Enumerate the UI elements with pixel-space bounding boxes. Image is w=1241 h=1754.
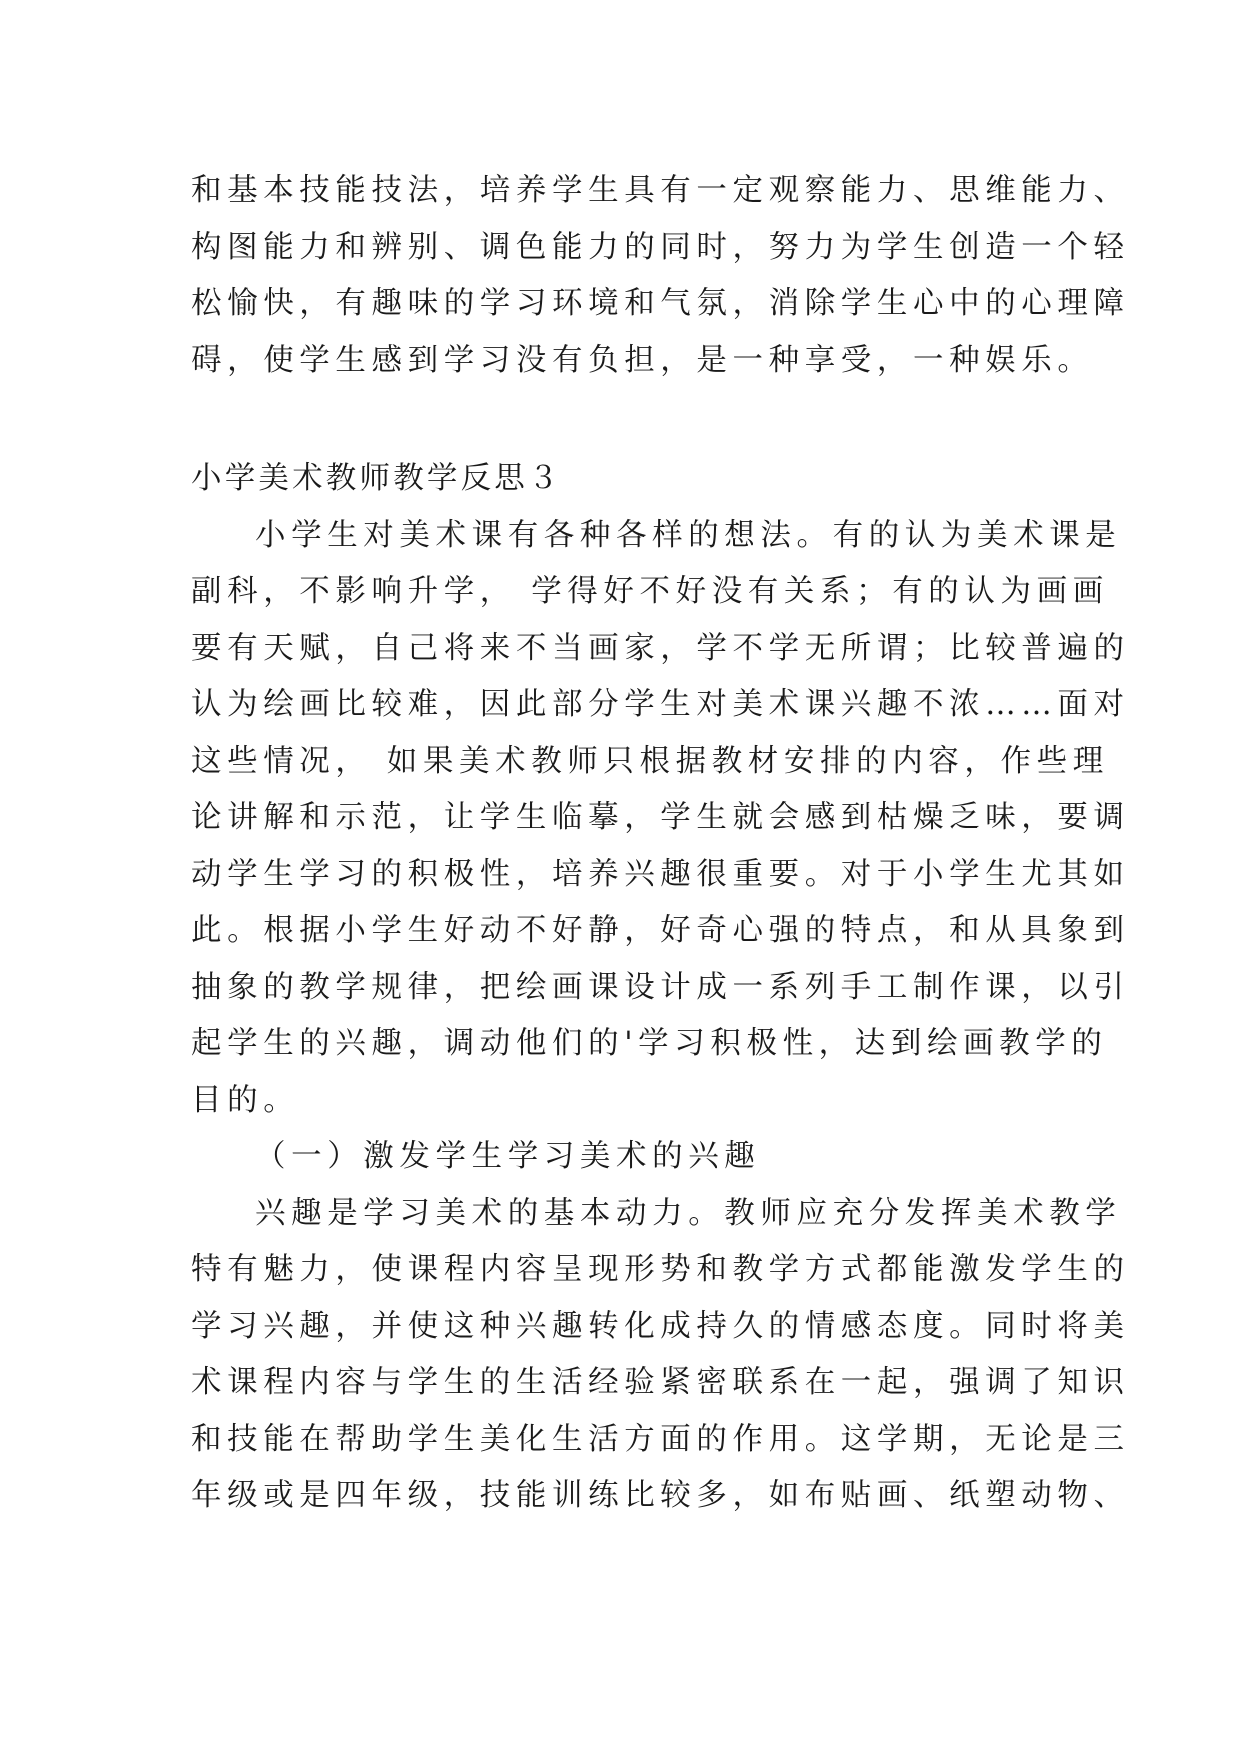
text-line: 动学生学习的积极性，培养兴趣很重要。对于小学生尤其如 [191,856,1130,892]
paragraph-gap [191,389,1061,451]
text-line: 起学生的兴趣，调动他们的'学习积极性，达到绘画教学的 [191,1026,1108,1061]
text-line: 目的。 [191,1082,300,1118]
text-line: 特有魅力，使课程内容呈现形势和教学方式都能激发学生的 [191,1252,1130,1287]
text-line: 碍，使学生感到学习没有负担，是一种享受，一种娱乐。 [191,342,1094,378]
text-line: 抽象的教学规律，把绘画课设计成一系列手工制作课，以引 [191,969,1130,1005]
text-line: 和基本技能技法，培养学生具有一定观察能力、思维能力、 [191,173,1130,208]
text-line: 和技能在帮助学生美化生活方面的作用。这学期，无论是三 [191,1421,1130,1457]
paragraph-interest [191,1186,1130,1525]
text-line: 论讲解和示范，让学生临摹，学生就会感到枯燥乏味，要调 [191,800,1130,835]
section-title: 小学美术教师教学反思３ [191,461,562,496]
paragraph-intro [191,508,1130,1130]
text-line: 认为绘画比较难，因此部分学生对美术课兴趣不浓……面对 [191,687,1130,722]
text-line: 年级或是四年级，技能训练比较多，如布贴画、纸塑动物、 [191,1478,1130,1513]
text-line: 小学生对美术课有各种各样的想法。有的认为美术课是 [255,517,1122,553]
text-line: 这些情况， 如果美术教师只根据教材安排的内容，作些理 [191,743,1109,779]
text-line: 兴趣是学习美术的基本动力。教师应充分发挥美术教学 [255,1195,1122,1231]
text-line: 要有天赋，自己将来不当画家，学不学无所谓；比较普遍的 [191,630,1130,666]
document-body [191,163,1130,1525]
text-line: 此。根据小学生好动不好静，好奇心强的特点，和从具象到 [191,913,1130,948]
text-line: 松愉快，有趣味的学习环境和气氛，消除学生心中的心理障 [191,286,1130,321]
text-line: 副科，不影响升学， 学得好不好没有关系；有的认为画画 [191,574,1109,609]
text-line: 学习兴趣，并使这种兴趣转化成持久的情感态度。同时将美 [191,1308,1130,1344]
text-line: 构图能力和辨别、调色能力的同时，努力为学生创造一个轻 [191,229,1130,265]
paragraph-continued [191,163,1130,389]
text-line: 术课程内容与学生的生活经验紧密联系在一起，强调了知识 [191,1365,1130,1400]
subheading: （一）激发学生学习美术的兴趣 [255,1139,761,1174]
